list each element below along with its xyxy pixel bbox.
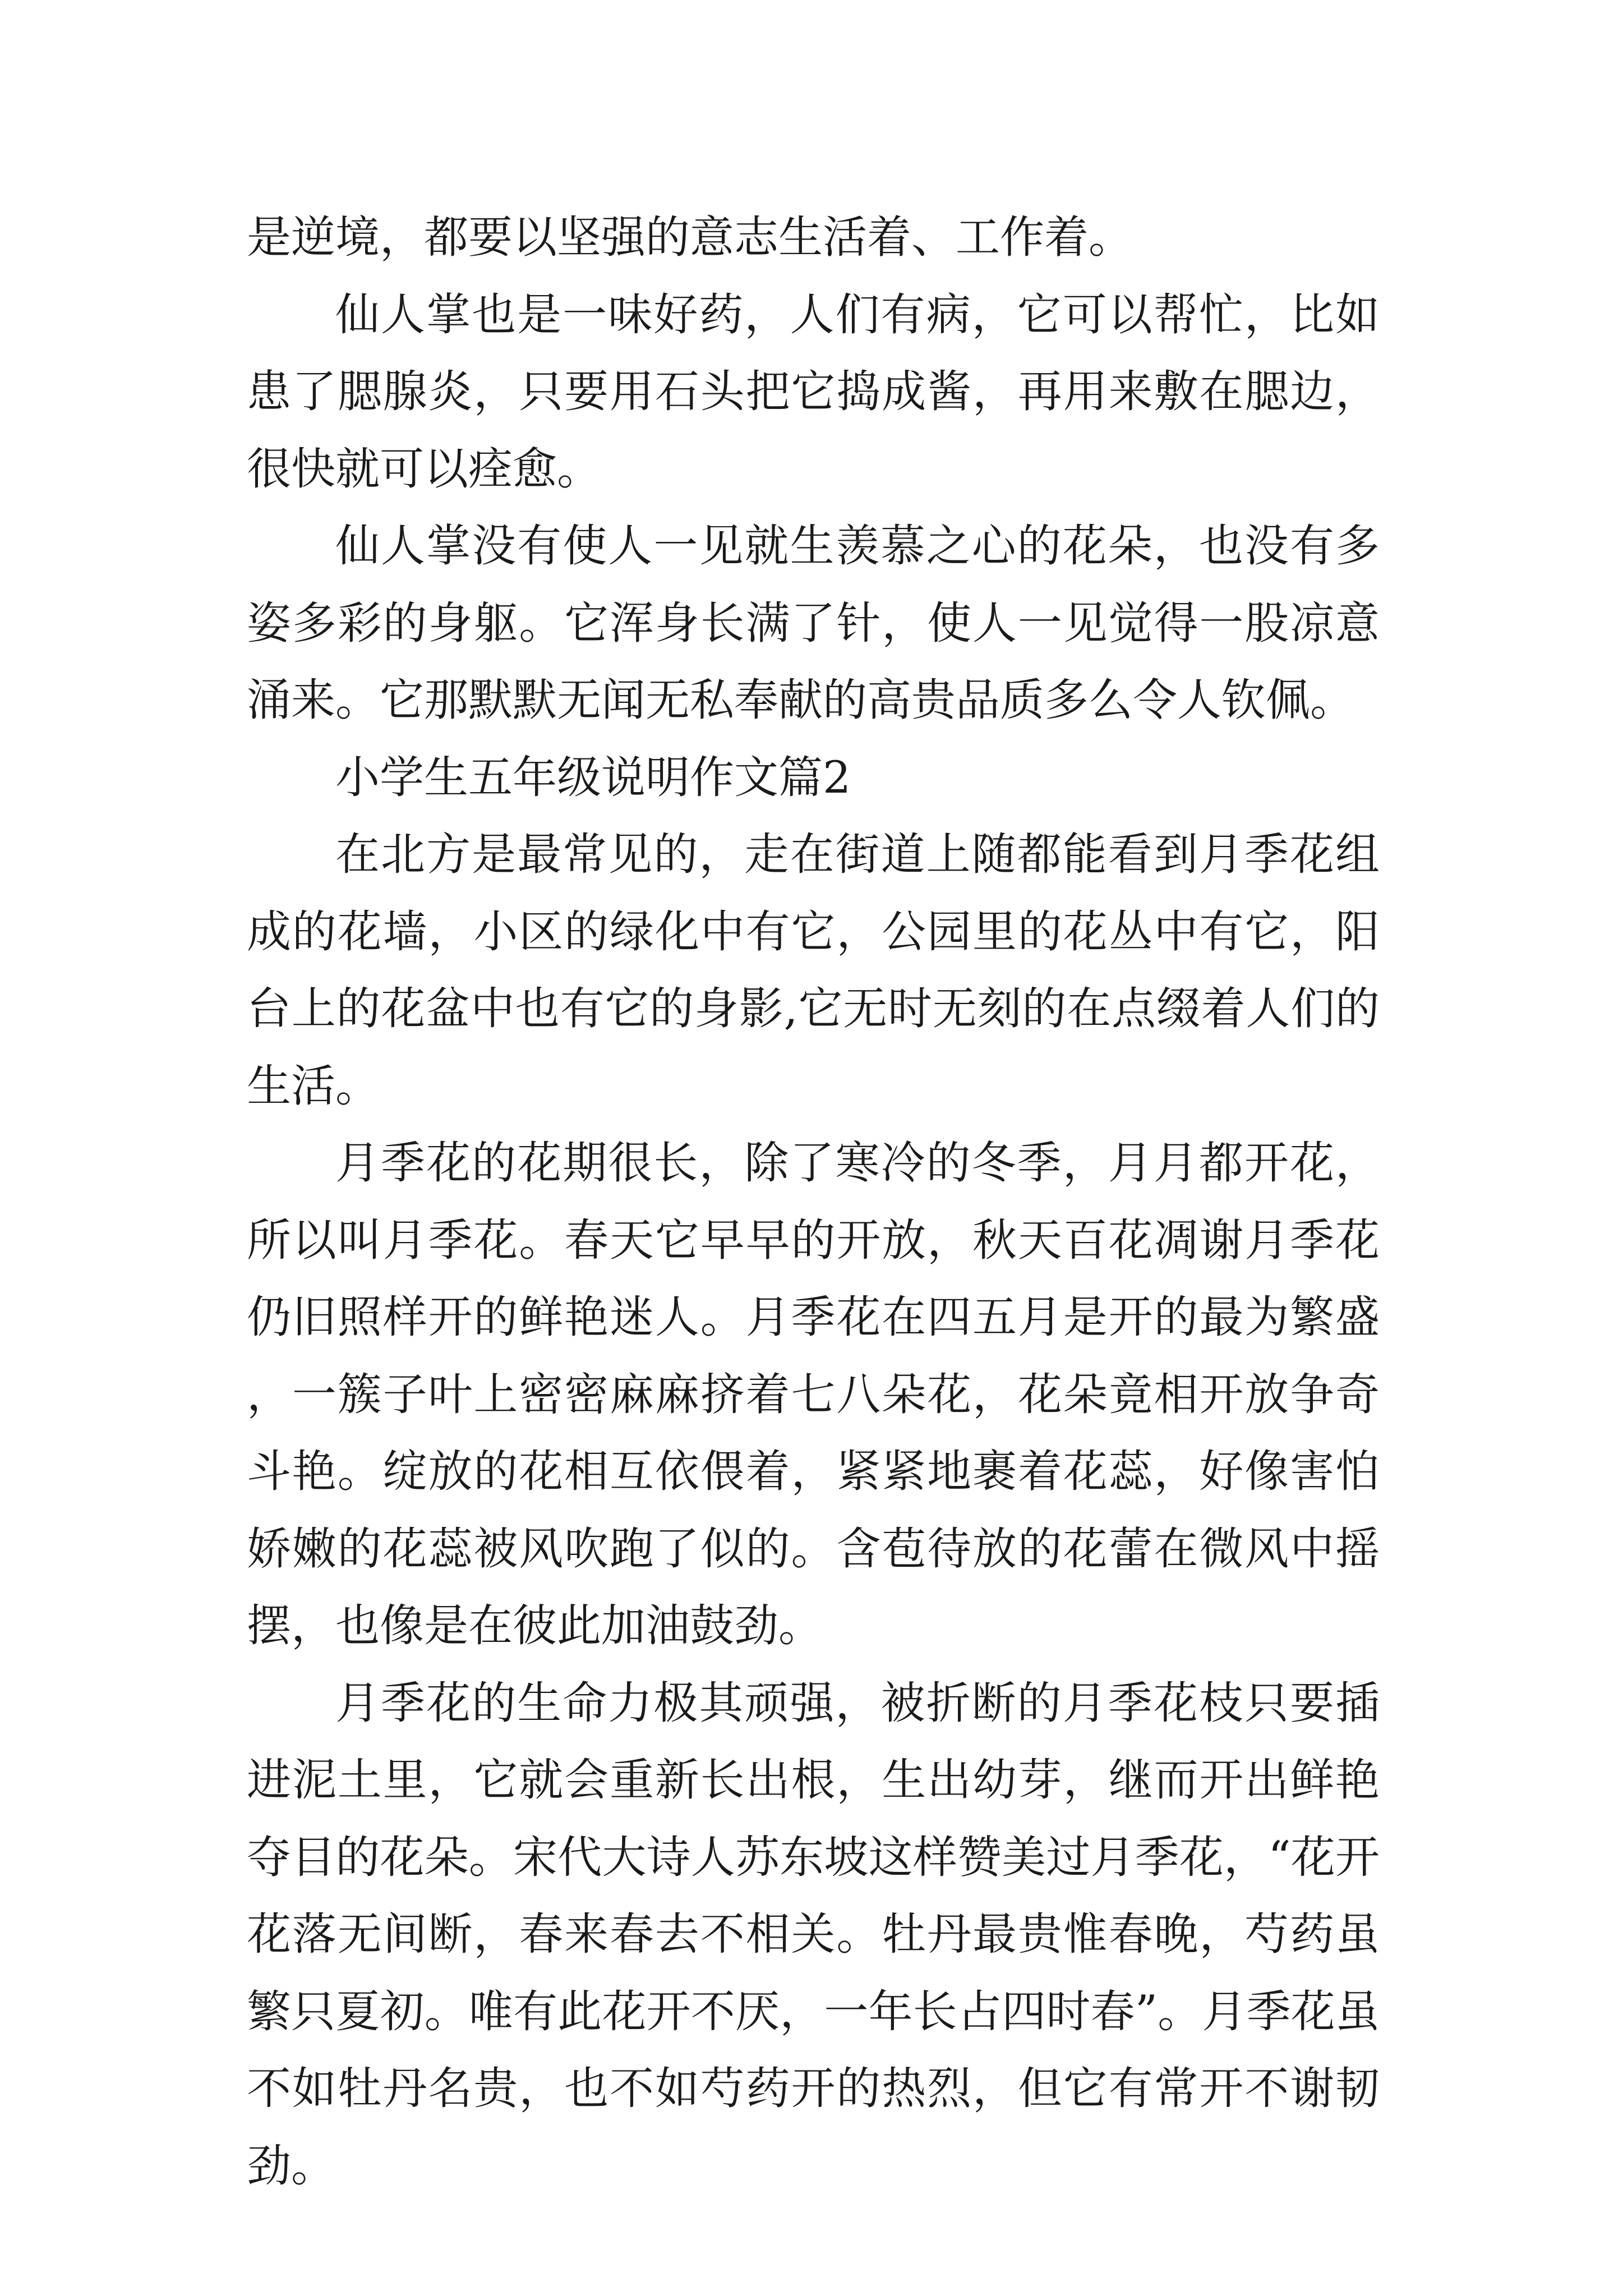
document-body (247, 199, 1380, 2205)
paragraph-continuation: 是逆境，都要以坚强的意志生活着、工作着。 (247, 211, 1133, 263)
paragraph-cactus-quality: 仙人掌没有使人一见就生羡慕之心的花朵，也没有多姿多彩的身躯。它浑身长满了针，使人一见觉得一股凉意涌来。它那默默无闻无私奉献的高贵品质多么令人钦佩。 (247, 520, 1380, 726)
paragraph-cactus-medicine: 仙人掌也是一味好药，人们有病，它可以帮忙，比如患了腮腺炎，只要用石头把它捣成酱，再用来敷在腮边，很快就可以痊愈。 (247, 288, 1380, 495)
paragraph-rose-common: 在北方是最常见的，走在街道上随都能看到月季花组成的花墙，小区的绿化中有它，公园里的花丛中有它，阳台上的花盆中也有它的身影,它无时无刻的在点缀着人们的生活。 (247, 829, 1380, 1112)
paragraph-rose-vitality: 月季花的生命力极其顽强，被折断的月季花枝只要插进泥土里，它就会重新长出根，生出幼芽，继而开出鲜艳夺目的花朵。宋代大诗人苏东坡这样赞美过月季花，“花开花落无间断，春来春去不相关。牡丹最贵惟春晚，芍药虽繁只夏初。唯有此花开不厌，一年长占四时春”。月季花虽不如牡丹名贵，也不如芍药开的热烈，但它有常开不谢韧劲。 (247, 1677, 1380, 2192)
paragraph-rose-blooming: 月季花的花期很长，除了寒冷的冬季，月月都开花，所以叫月季花。春天它早早的开放，秋天百花凋谢月季花仍旧照样开的鲜艳迷人。月季花在四五月是开的最为繁盛，一簇子叶上密密麻麻挤着七八朵花，花朵竟相开放争奇斗艳。绽放的花相互依偎着，紧紧地裹着花蕊，好像害怕娇嫩的花蕊被风吹跑了似的。含苞待放的花蕾在微风中摇摆，也像是在彼此加油鼓劲。 (247, 1137, 1380, 1651)
essay-heading: 小学生五年级说明作文篇2 (335, 751, 851, 803)
